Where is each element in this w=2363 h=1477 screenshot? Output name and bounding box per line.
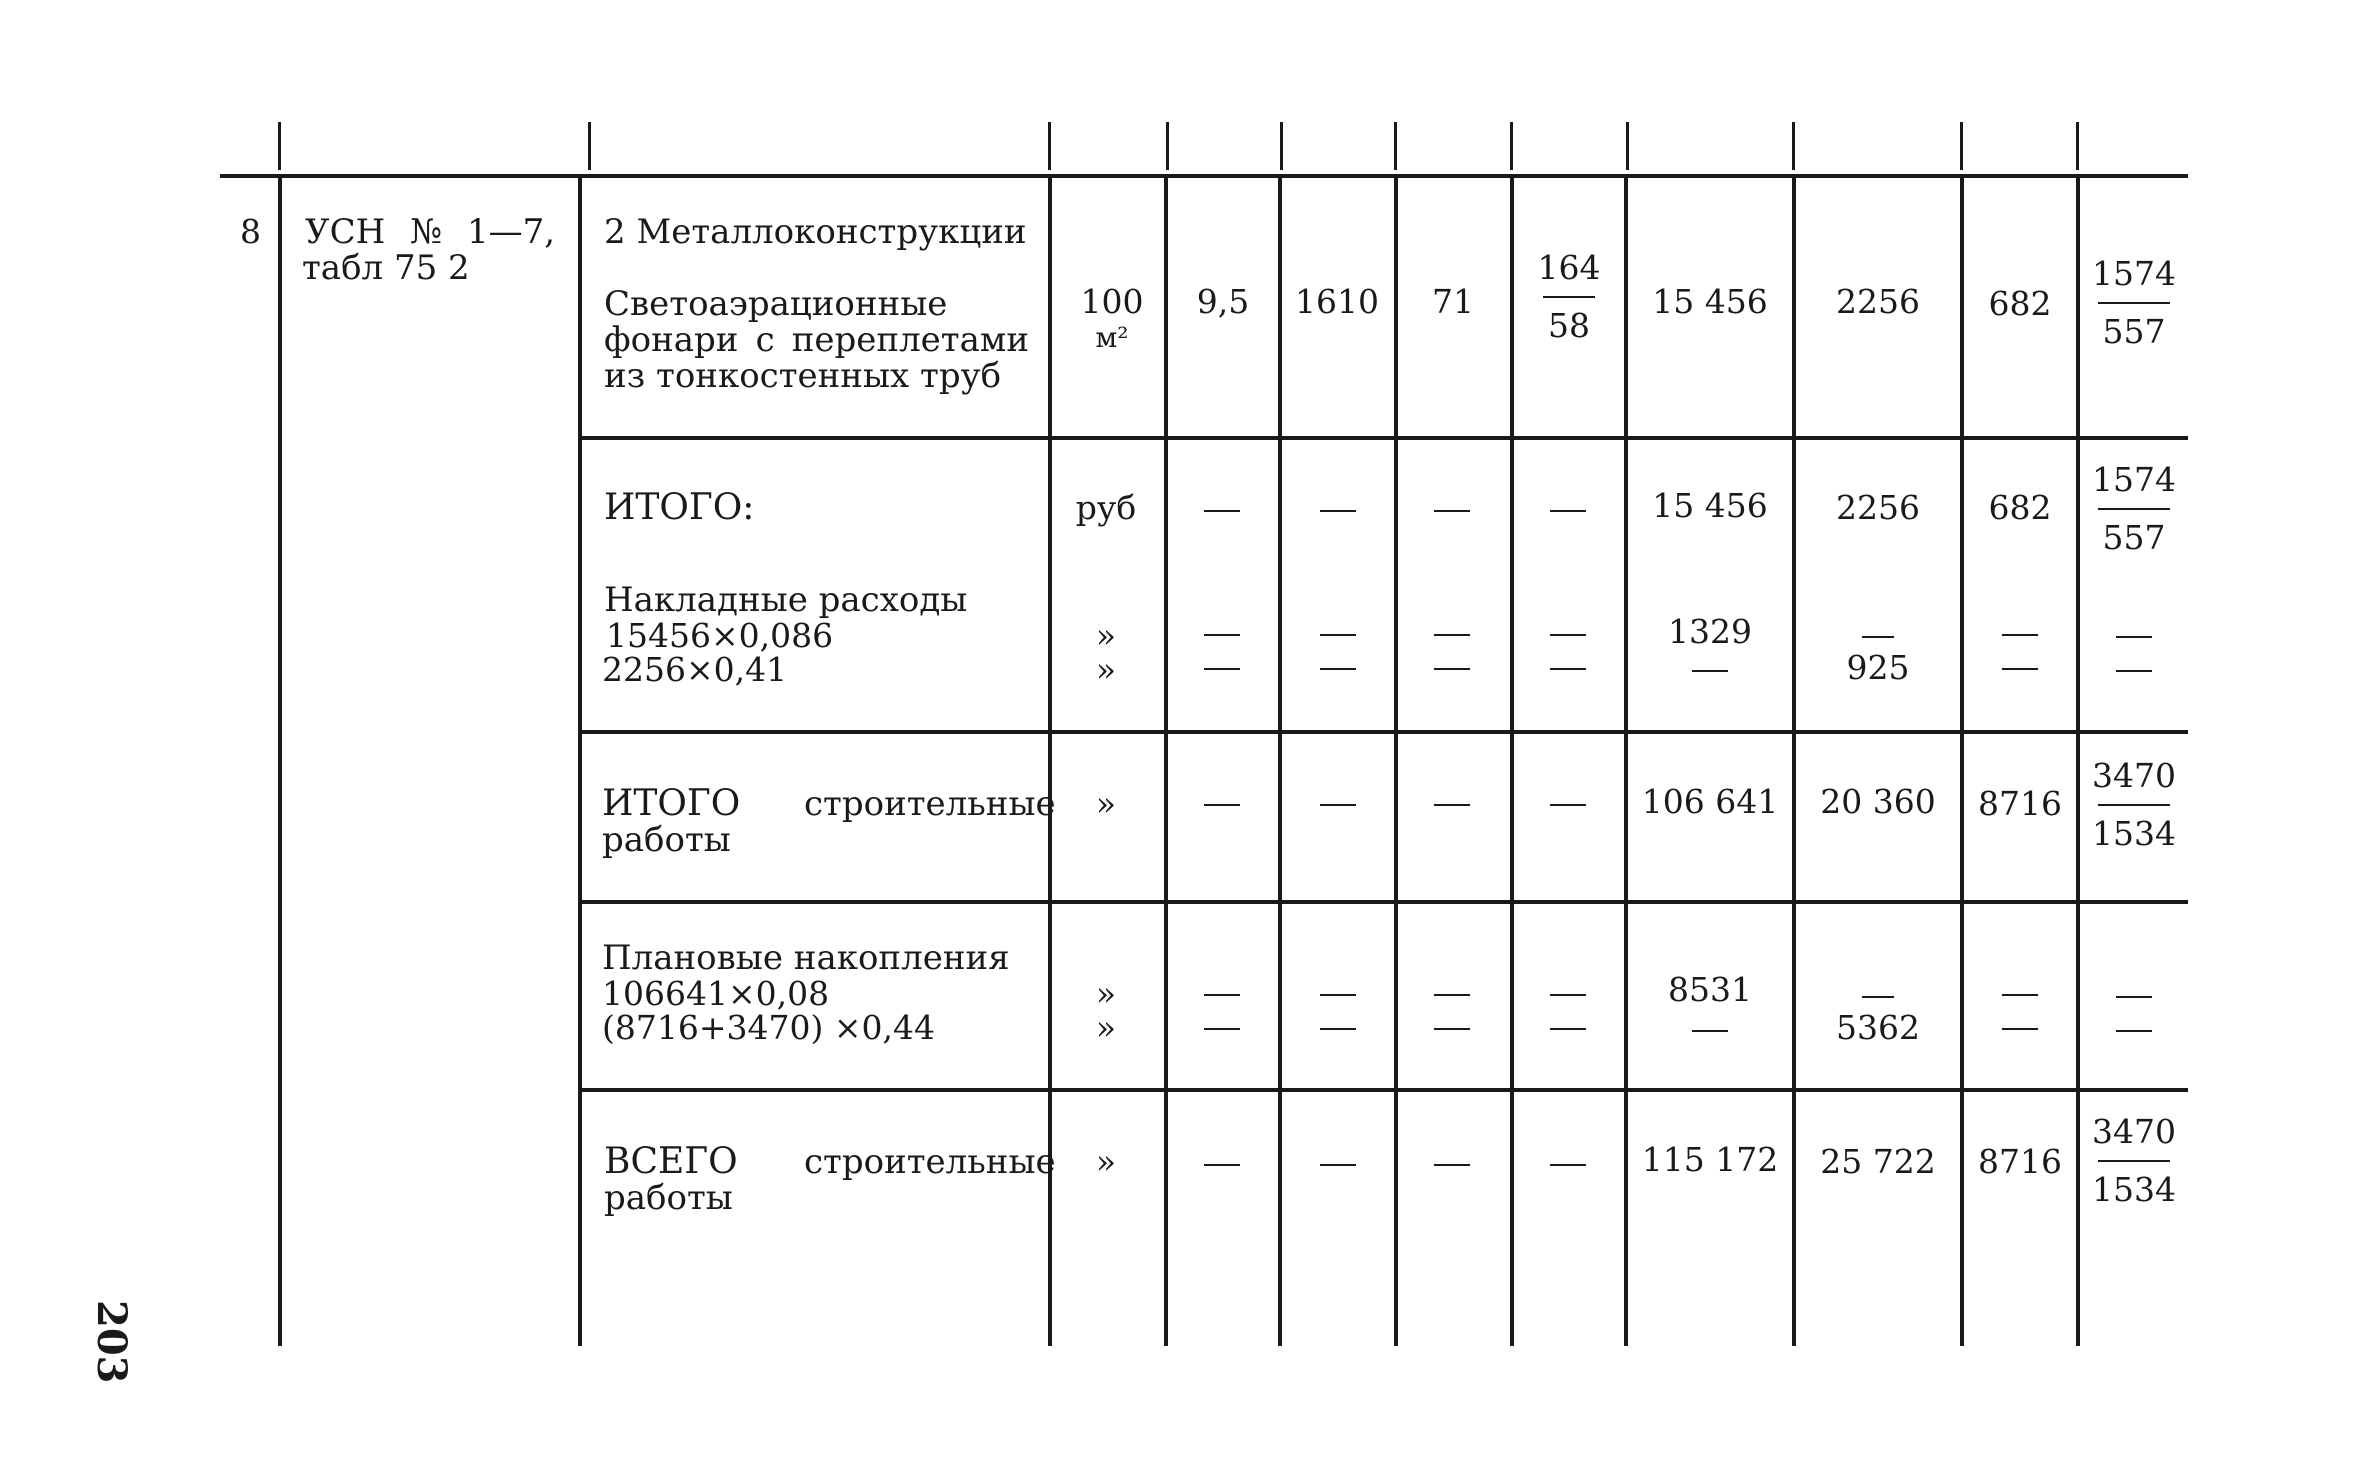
itogo-build-machines: 8716 xyxy=(1978,784,2062,823)
dash xyxy=(1204,994,1240,996)
itogo-machines: 682 xyxy=(1988,488,2052,527)
item-col-71: 71 xyxy=(1432,282,1474,321)
dash xyxy=(1692,1030,1728,1032)
item-total: 15 456 xyxy=(1652,282,1768,321)
header-tick xyxy=(588,122,591,170)
item-unit-sup: м² xyxy=(1095,321,1129,354)
table-top-rule xyxy=(220,174,2188,178)
section-rule xyxy=(582,436,2188,440)
dash xyxy=(1550,804,1586,806)
itogo-build-label-line2: работы xyxy=(602,820,731,860)
vsego-last-fraction xyxy=(2080,1114,2188,1208)
norm-reference-line1: УСН № 1—7, xyxy=(305,212,556,252)
header-tick xyxy=(1510,122,1513,170)
dash xyxy=(2116,670,2152,672)
header-tick xyxy=(1792,122,1795,170)
fraction-numerator: 1574 xyxy=(2092,460,2176,499)
planned-formula2: (8716+3470) ×0,44 xyxy=(602,1008,935,1047)
dash xyxy=(1204,1164,1240,1166)
itogo-build-label-word1: ИТОГО xyxy=(602,783,741,824)
dash xyxy=(1550,1028,1586,1030)
item-fraction xyxy=(1514,250,1624,344)
header-tick xyxy=(1394,122,1397,170)
section-rule xyxy=(582,730,2188,734)
vsego-total: 115 172 xyxy=(1641,1140,1779,1179)
fraction-numerator: 3470 xyxy=(2092,756,2176,795)
column-rule xyxy=(578,178,582,1346)
itogo-label: ИТОГО: xyxy=(604,487,755,528)
itogo-last-fraction xyxy=(2080,462,2188,556)
section-title: 2 Металлоконструкции xyxy=(604,212,1027,252)
dash xyxy=(1434,668,1470,670)
fraction-numerator: 1574 xyxy=(2092,254,2176,293)
dash xyxy=(1550,510,1586,512)
overhead-value2: 925 xyxy=(1846,648,1910,687)
itogo-build-total: 106 641 xyxy=(1641,782,1779,821)
itogo-total: 15 456 xyxy=(1652,486,1768,525)
planned-formula1: 106641×0,08 xyxy=(602,974,830,1013)
fraction-bar xyxy=(2098,804,2170,806)
header-tick xyxy=(278,122,281,170)
itogo-wages: 2256 xyxy=(1836,488,1920,527)
column-rule xyxy=(278,178,282,1346)
dash xyxy=(1320,994,1356,996)
vsego-label-line2: работы xyxy=(604,1178,733,1218)
fraction-denominator: 557 xyxy=(2102,312,2166,351)
dash xyxy=(1204,510,1240,512)
itogo-build-last-fraction xyxy=(2080,758,2188,852)
overhead-unit2: » xyxy=(1095,650,1117,689)
fraction-denominator: 1534 xyxy=(2092,1170,2176,1209)
header-tick xyxy=(1280,122,1283,170)
dash xyxy=(1320,634,1356,636)
overhead-formula2: 2256×0,41 xyxy=(602,650,788,689)
dash xyxy=(2116,1030,2152,1032)
norm-reference-line2: табл 75 2 xyxy=(302,248,470,288)
dash xyxy=(2002,1028,2038,1030)
row-number: 8 xyxy=(240,212,261,251)
column-rule xyxy=(1278,178,1282,1346)
itogo-build-wages: 20 360 xyxy=(1820,782,1936,821)
planned-value1: 8531 xyxy=(1668,970,1752,1009)
dash xyxy=(2116,636,2152,638)
dash xyxy=(1320,1164,1356,1166)
page-number: 203 xyxy=(88,1300,135,1384)
fraction-numerator: 164 xyxy=(1537,248,1601,287)
fraction-numerator: 3470 xyxy=(2092,1112,2176,1151)
dash xyxy=(1550,994,1586,996)
dash xyxy=(1320,804,1356,806)
overhead-unit1: » xyxy=(1095,616,1117,655)
planned-label: Плановые накопления xyxy=(602,938,1010,978)
dash xyxy=(1434,1028,1470,1030)
item-machines: 682 xyxy=(1988,284,2052,323)
fraction-bar xyxy=(2098,302,2170,304)
fraction-denominator: 557 xyxy=(2102,518,2166,557)
dash xyxy=(1862,996,1894,998)
item-description: Светоаэрационные фонари с переплетами из тонкостенных труб xyxy=(604,284,1029,396)
vsego-unit: » xyxy=(1095,1142,1117,1181)
dash xyxy=(1434,510,1470,512)
overhead-formula1: 15456×0,086 xyxy=(606,616,834,655)
dash xyxy=(1204,1028,1240,1030)
dash xyxy=(1204,634,1240,636)
dash xyxy=(1204,804,1240,806)
fraction-denominator: 1534 xyxy=(2092,814,2176,853)
dash xyxy=(1550,668,1586,670)
item-unit: 100 xyxy=(1080,282,1144,321)
section-rule xyxy=(582,900,2188,904)
itogo-build-unit: » xyxy=(1095,784,1117,823)
column-rule xyxy=(1394,178,1398,1346)
fraction-bar xyxy=(2098,1160,2170,1162)
dash xyxy=(1434,1164,1470,1166)
item-price: 1610 xyxy=(1295,282,1379,321)
item-quantity: 9,5 xyxy=(1196,282,1250,321)
dash xyxy=(1692,670,1728,672)
vsego-label-word1: ВСЕГО xyxy=(604,1141,738,1182)
header-tick xyxy=(1166,122,1169,170)
header-tick xyxy=(1960,122,1963,170)
header-tick xyxy=(1048,122,1051,170)
vsego-wages: 25 722 xyxy=(1820,1142,1936,1181)
dash xyxy=(1550,634,1586,636)
dash xyxy=(1204,668,1240,670)
fraction-bar xyxy=(2098,508,2170,510)
dash xyxy=(2002,994,2038,996)
planned-unit1: » xyxy=(1095,974,1117,1013)
overhead-label: Накладные расходы xyxy=(604,580,968,620)
dash xyxy=(2002,634,2038,636)
dash xyxy=(2002,668,2038,670)
section-rule xyxy=(582,1088,2188,1092)
dash xyxy=(1434,994,1470,996)
dash xyxy=(1320,510,1356,512)
planned-value2: 5362 xyxy=(1836,1008,1920,1047)
vsego-label-word2: строительные xyxy=(804,1142,1056,1182)
itogo-build-label-word2: строительные xyxy=(804,784,1056,824)
item-last-fraction xyxy=(2080,256,2188,350)
fraction-denominator: 58 xyxy=(1548,306,1590,345)
dash xyxy=(1434,804,1470,806)
header-tick xyxy=(1626,122,1629,170)
header-tick xyxy=(2076,122,2079,170)
dash xyxy=(1862,636,1894,638)
column-rule xyxy=(1510,178,1514,1346)
item-wages: 2256 xyxy=(1836,282,1920,321)
planned-unit2: » xyxy=(1095,1008,1117,1047)
fraction-bar xyxy=(1543,296,1595,298)
column-rule xyxy=(1164,178,1168,1346)
dash xyxy=(1320,668,1356,670)
dash xyxy=(1550,1164,1586,1166)
dash xyxy=(1320,1028,1356,1030)
vsego-machines: 8716 xyxy=(1978,1142,2062,1181)
overhead-value1: 1329 xyxy=(1668,612,1752,651)
dash xyxy=(2116,996,2152,998)
itogo-unit: руб xyxy=(1075,488,1137,527)
dash xyxy=(1434,634,1470,636)
